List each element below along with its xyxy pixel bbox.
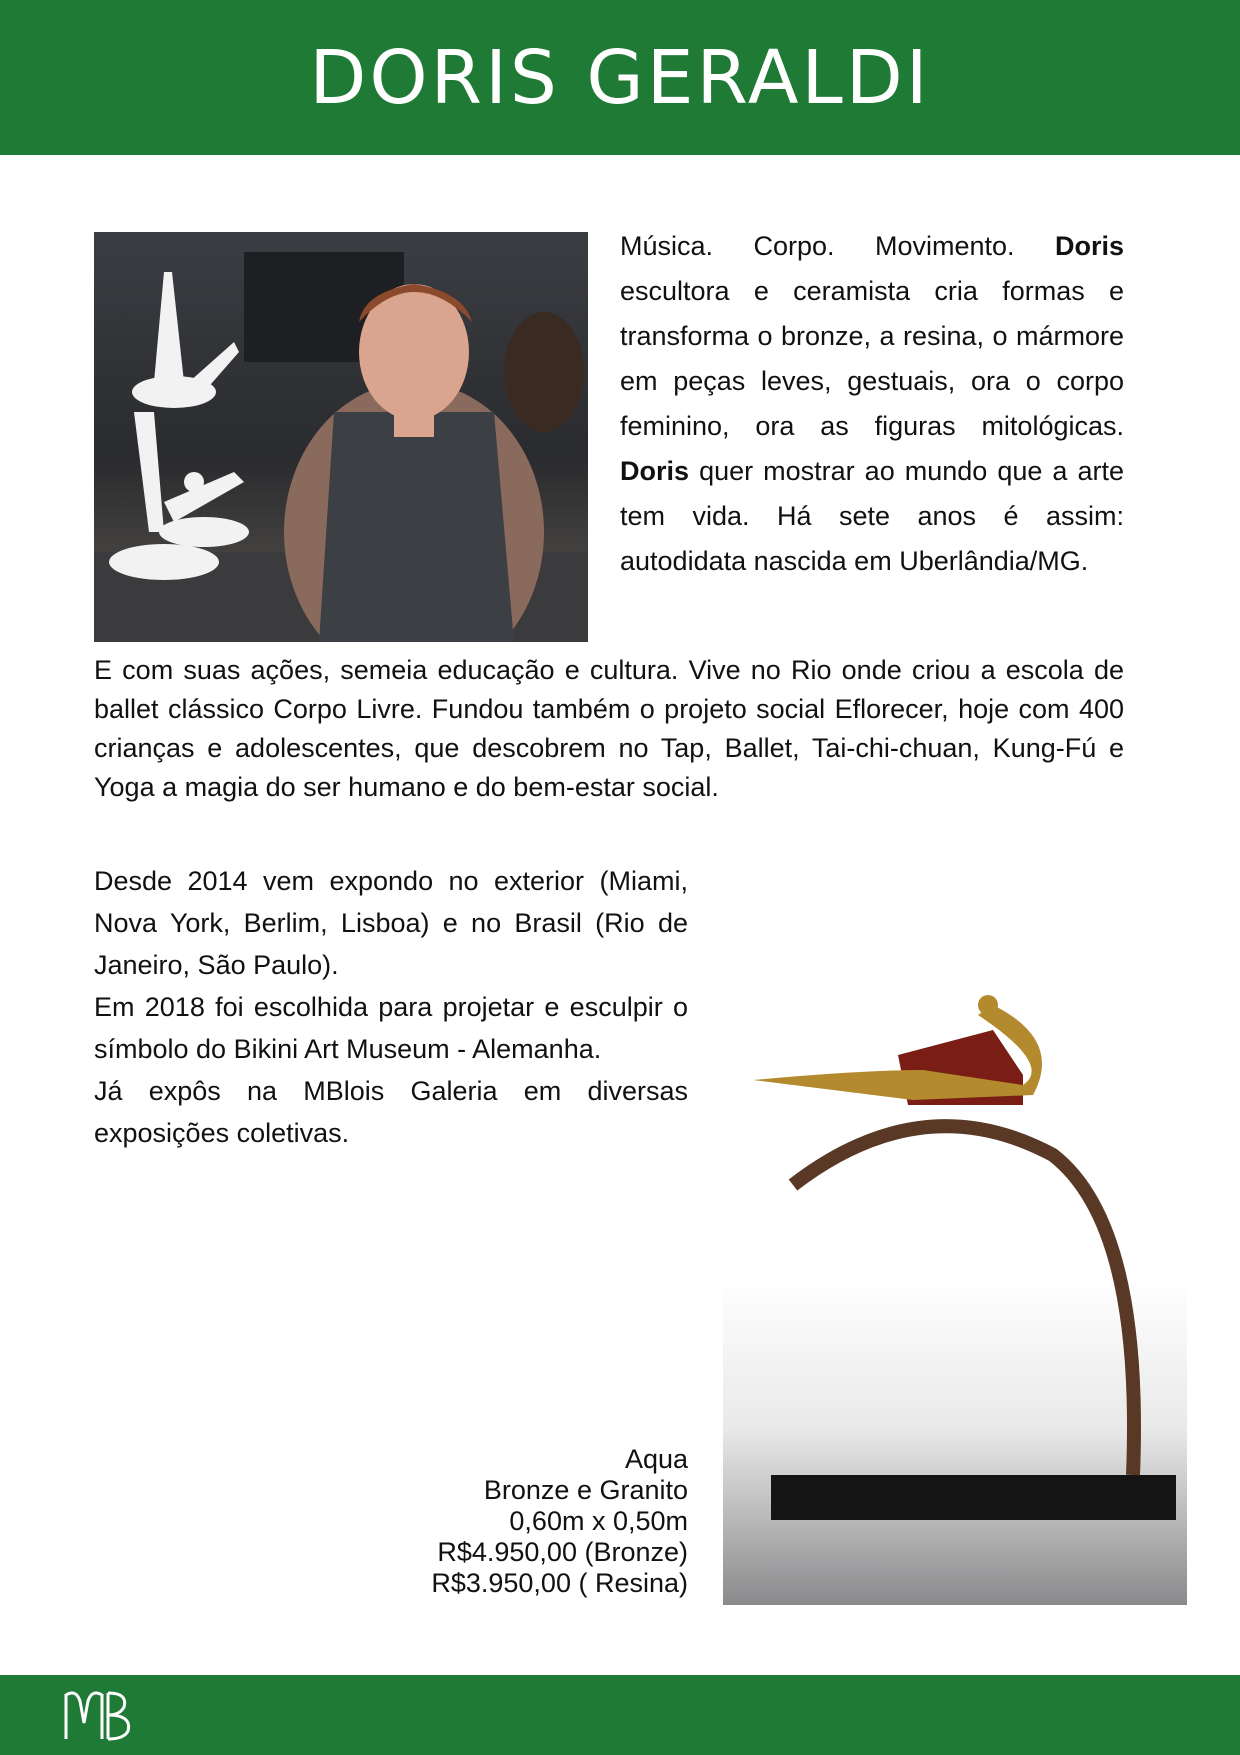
artwork-title: Aqua	[624, 1444, 688, 1474]
exhibitions-line-3: Já expôs na MBlois Galeria em diversas exposições coletivas.	[94, 1076, 688, 1148]
artwork-price-resina: R$3.950,00 ( Resina)	[431, 1568, 688, 1598]
intro-text-1: Música. Corpo. Movimento.	[620, 231, 1055, 261]
footer-bar	[0, 1675, 1240, 1755]
artist-photo-illustration	[94, 232, 588, 642]
mb-logo-icon	[62, 1687, 134, 1743]
artwork-dimensions: 0,60m x 0,50m	[509, 1506, 688, 1536]
page-title: DORIS GERALDI	[309, 34, 931, 121]
exhibitions-line-1: Desde 2014 vem expondo no exterior (Miami, Nova York, Berlim, Lisboa) e no Brasil (Rio de Janeiro, São Paulo).	[94, 866, 688, 980]
header-bar	[0, 0, 1240, 155]
artist-photo	[94, 232, 588, 642]
artwork-caption	[330, 1444, 688, 1599]
intro-bold-name-2: Doris	[620, 456, 690, 486]
exhibitions-paragraph	[94, 860, 688, 1154]
sculpture-illustration	[723, 975, 1187, 1605]
intro-bold-name-1: Doris	[1054, 231, 1124, 261]
artwork-material: Bronze e Granito	[483, 1475, 688, 1505]
intro-text-2: escultora e ceramista cria formas e transforma o bronze, a resina, o mármore em peças leves, gestuais, ora o corpo feminino, ora as figuras mitológicas.	[620, 276, 1124, 441]
exhibitions-line-2: Em 2018 foi escolhida para projetar e esculpir o símbolo do Bikini Art Museum - Alemanha.	[94, 992, 688, 1064]
intro-paragraph	[620, 224, 1124, 584]
intro-text-3: quer mostrar ao mundo que a arte tem vida. Há sete anos é assim: autodidata nascida em Uberlândia/MG.	[620, 456, 1124, 576]
artwork-price-bronze: R$4.950,00 (Bronze)	[437, 1537, 688, 1567]
biography-paragraph: E com suas ações, semeia educação e cultura. Vive no Rio onde criou a escola de ballet clássico Corpo Livre. Fundou também o projeto social Eflorecer, hoje com 400 crianças e adolescentes, que descobrem no Tap, Ballet, Tai-chi-chuan, Kung-Fú e Yoga a magia do ser humano e do bem-estar social.	[94, 655, 1124, 802]
sculpture-photo	[723, 975, 1187, 1605]
